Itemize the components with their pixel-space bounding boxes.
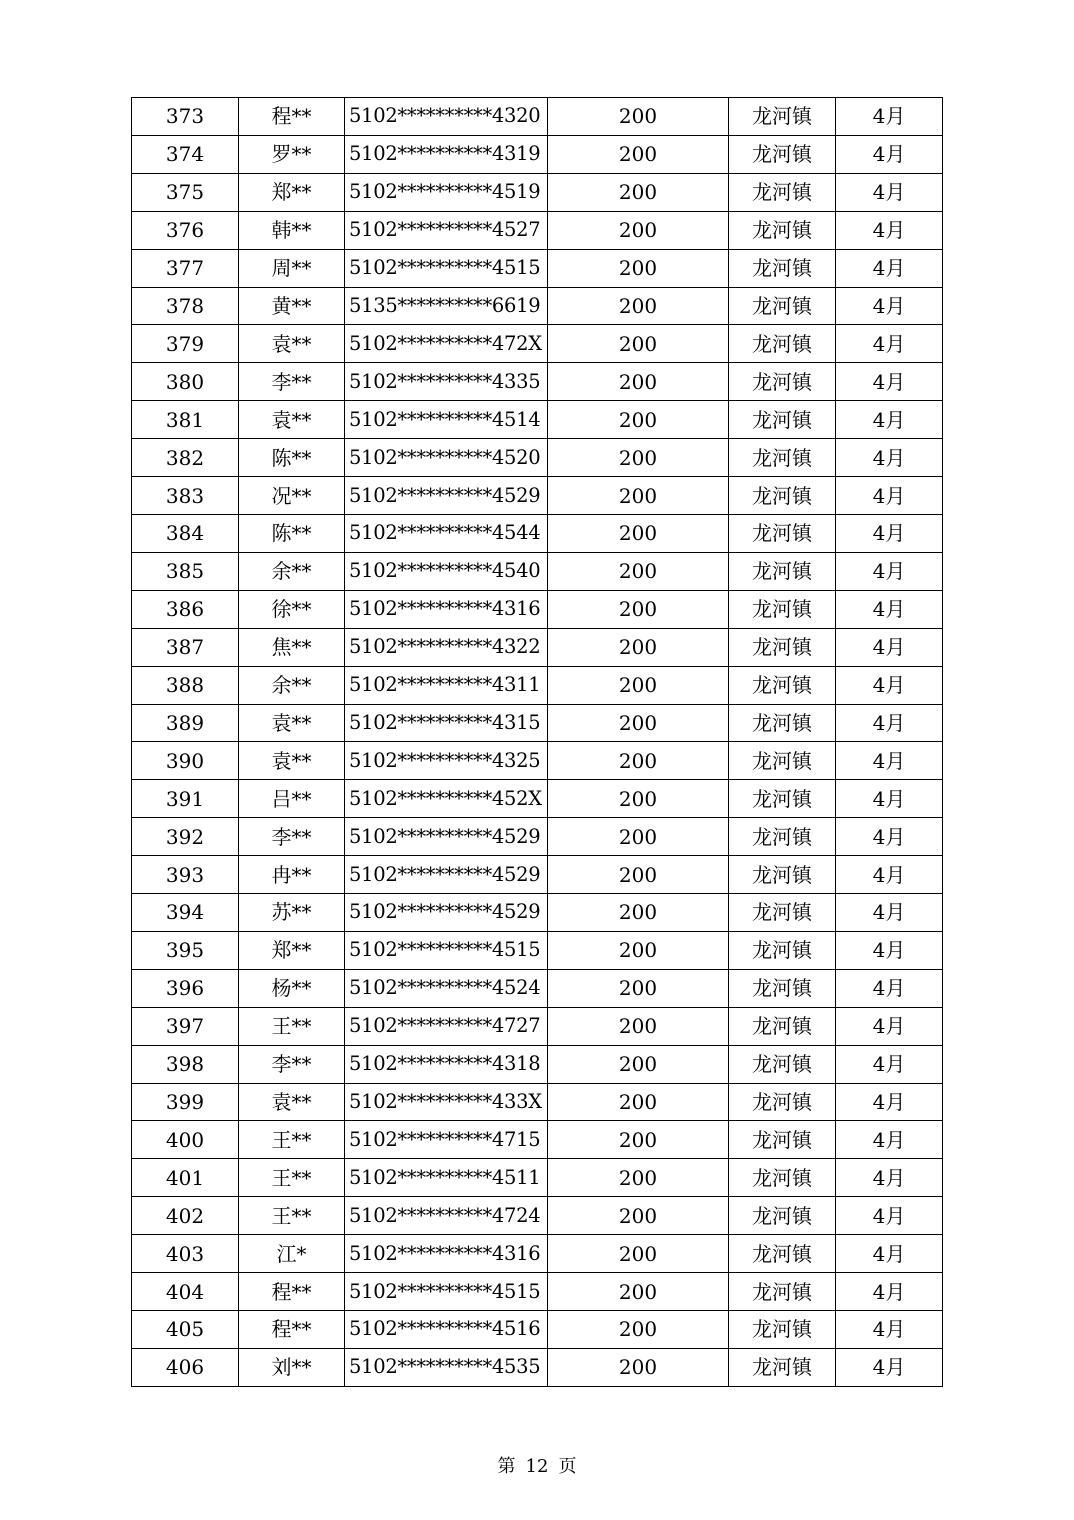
cell-month: 4月 — [836, 1007, 943, 1045]
cell-month: 4月 — [836, 666, 943, 704]
cell-id-number: 5102**********4529 — [345, 894, 548, 932]
cell-name: 程** — [239, 98, 345, 136]
cell-town: 龙河镇 — [729, 628, 836, 666]
cell-town: 龙河镇 — [729, 477, 836, 515]
cell-id-number: 5102**********4540 — [345, 552, 548, 590]
cell-serial-number: 378 — [132, 287, 239, 325]
cell-town: 龙河镇 — [729, 325, 836, 363]
cell-amount: 200 — [548, 666, 729, 704]
cell-town: 龙河镇 — [729, 439, 836, 477]
cell-id-number: 5102**********4727 — [345, 1007, 548, 1045]
cell-month: 4月 — [836, 1197, 943, 1235]
cell-name: 冉** — [239, 856, 345, 894]
cell-town: 龙河镇 — [729, 969, 836, 1007]
cell-town: 龙河镇 — [729, 931, 836, 969]
cell-amount: 200 — [548, 742, 729, 780]
table-row — [132, 514, 943, 552]
cell-serial-number: 394 — [132, 894, 239, 932]
cell-town: 龙河镇 — [729, 514, 836, 552]
cell-serial-number: 406 — [132, 1348, 239, 1386]
cell-month: 4月 — [836, 628, 943, 666]
cell-serial-number: 373 — [132, 98, 239, 136]
cell-id-number: 5102**********4515 — [345, 249, 548, 287]
table-row — [132, 1045, 943, 1083]
cell-id-number: 5102**********4535 — [345, 1348, 548, 1386]
cell-month: 4月 — [836, 401, 943, 439]
cell-serial-number: 400 — [132, 1121, 239, 1159]
cell-month: 4月 — [836, 135, 943, 173]
cell-amount: 200 — [548, 325, 729, 363]
cell-month: 4月 — [836, 1121, 943, 1159]
cell-town: 龙河镇 — [729, 211, 836, 249]
table-row — [132, 1311, 943, 1349]
cell-serial-number: 388 — [132, 666, 239, 704]
cell-town: 龙河镇 — [729, 173, 836, 211]
cell-id-number: 5102**********4511 — [345, 1159, 548, 1197]
cell-name: 袁** — [239, 325, 345, 363]
table-row — [132, 173, 943, 211]
cell-name: 程** — [239, 1273, 345, 1311]
cell-amount: 200 — [548, 439, 729, 477]
table-row — [132, 1007, 943, 1045]
cell-id-number: 5102**********4544 — [345, 514, 548, 552]
cell-month: 4月 — [836, 249, 943, 287]
cell-month: 4月 — [836, 211, 943, 249]
cell-month: 4月 — [836, 514, 943, 552]
cell-amount: 200 — [548, 1348, 729, 1386]
page-number: 12 — [525, 1456, 549, 1477]
cell-id-number: 5102**********4325 — [345, 742, 548, 780]
cell-id-number: 5102**********4515 — [345, 1273, 548, 1311]
cell-serial-number: 389 — [132, 704, 239, 742]
cell-name: 王** — [239, 1159, 345, 1197]
table-row — [132, 628, 943, 666]
cell-id-number: 5135**********6619 — [345, 287, 548, 325]
cell-month: 4月 — [836, 590, 943, 628]
cell-name: 李** — [239, 363, 345, 401]
cell-name: 王** — [239, 1121, 345, 1159]
cell-id-number: 5102**********4724 — [345, 1197, 548, 1235]
table-row — [132, 401, 943, 439]
cell-town: 龙河镇 — [729, 1311, 836, 1349]
cell-id-number: 5102**********4311 — [345, 666, 548, 704]
table-row — [132, 1348, 943, 1386]
cell-town: 龙河镇 — [729, 249, 836, 287]
table-row — [132, 856, 943, 894]
cell-serial-number: 398 — [132, 1045, 239, 1083]
cell-name: 陈** — [239, 439, 345, 477]
cell-amount: 200 — [548, 287, 729, 325]
table-row — [132, 98, 943, 136]
cell-month: 4月 — [836, 780, 943, 818]
cell-month: 4月 — [836, 969, 943, 1007]
cell-serial-number: 375 — [132, 173, 239, 211]
cell-serial-number: 381 — [132, 401, 239, 439]
table-row — [132, 363, 943, 401]
table-body — [132, 98, 943, 1387]
table-row — [132, 211, 943, 249]
table-row — [132, 1235, 943, 1273]
data-table — [131, 97, 943, 1387]
cell-serial-number: 382 — [132, 439, 239, 477]
cell-name: 刘** — [239, 1348, 345, 1386]
cell-amount: 200 — [548, 552, 729, 590]
cell-amount: 200 — [548, 1197, 729, 1235]
cell-month: 4月 — [836, 704, 943, 742]
cell-town: 龙河镇 — [729, 590, 836, 628]
cell-town: 龙河镇 — [729, 1045, 836, 1083]
table-row — [132, 742, 943, 780]
table-row — [132, 135, 943, 173]
cell-id-number: 5102**********4520 — [345, 439, 548, 477]
table-row — [132, 325, 943, 363]
cell-serial-number: 395 — [132, 931, 239, 969]
cell-id-number: 5102**********4320 — [345, 98, 548, 136]
cell-id-number: 5102**********4715 — [345, 1121, 548, 1159]
cell-serial-number: 377 — [132, 249, 239, 287]
cell-amount: 200 — [548, 590, 729, 628]
cell-amount: 200 — [548, 1311, 729, 1349]
table-row — [132, 249, 943, 287]
cell-name: 王** — [239, 1197, 345, 1235]
cell-name: 李** — [239, 1045, 345, 1083]
cell-month: 4月 — [836, 552, 943, 590]
cell-name: 况** — [239, 477, 345, 515]
cell-name: 焦** — [239, 628, 345, 666]
cell-id-number: 5102**********4322 — [345, 628, 548, 666]
cell-serial-number: 379 — [132, 325, 239, 363]
cell-town: 龙河镇 — [729, 401, 836, 439]
cell-amount: 200 — [548, 98, 729, 136]
cell-town: 龙河镇 — [729, 287, 836, 325]
cell-amount: 200 — [548, 401, 729, 439]
cell-amount: 200 — [548, 173, 729, 211]
cell-amount: 200 — [548, 856, 729, 894]
cell-name: 李** — [239, 818, 345, 856]
cell-id-number: 5102**********4515 — [345, 931, 548, 969]
cell-town: 龙河镇 — [729, 1083, 836, 1121]
cell-serial-number: 374 — [132, 135, 239, 173]
cell-serial-number: 385 — [132, 552, 239, 590]
cell-town: 龙河镇 — [729, 1007, 836, 1045]
cell-town: 龙河镇 — [729, 98, 836, 136]
cell-name: 韩** — [239, 211, 345, 249]
cell-town: 龙河镇 — [729, 894, 836, 932]
cell-id-number: 5102**********4529 — [345, 818, 548, 856]
cell-name: 杨** — [239, 969, 345, 1007]
cell-town: 龙河镇 — [729, 780, 836, 818]
cell-id-number: 5102**********4319 — [345, 135, 548, 173]
cell-serial-number: 386 — [132, 590, 239, 628]
cell-name: 袁** — [239, 742, 345, 780]
cell-amount: 200 — [548, 780, 729, 818]
cell-month: 4月 — [836, 818, 943, 856]
cell-town: 龙河镇 — [729, 1121, 836, 1159]
cell-town: 龙河镇 — [729, 1197, 836, 1235]
table-row — [132, 704, 943, 742]
cell-month: 4月 — [836, 439, 943, 477]
cell-amount: 200 — [548, 514, 729, 552]
cell-month: 4月 — [836, 1348, 943, 1386]
cell-month: 4月 — [836, 1235, 943, 1273]
cell-id-number: 5102**********4529 — [345, 477, 548, 515]
page-suffix: 页 — [558, 1456, 577, 1477]
cell-name: 袁** — [239, 401, 345, 439]
cell-amount: 200 — [548, 211, 729, 249]
table-row — [132, 1121, 943, 1159]
cell-amount: 200 — [548, 1045, 729, 1083]
cell-month: 4月 — [836, 325, 943, 363]
cell-name: 王** — [239, 1007, 345, 1045]
cell-amount: 200 — [548, 1083, 729, 1121]
table-row — [132, 969, 943, 1007]
cell-id-number: 5102**********4524 — [345, 969, 548, 1007]
cell-id-number: 5102**********4316 — [345, 1235, 548, 1273]
cell-serial-number: 376 — [132, 211, 239, 249]
cell-month: 4月 — [836, 1273, 943, 1311]
cell-month: 4月 — [836, 1045, 943, 1083]
cell-name: 徐** — [239, 590, 345, 628]
cell-id-number: 5102**********4316 — [345, 590, 548, 628]
cell-month: 4月 — [836, 1311, 943, 1349]
cell-town: 龙河镇 — [729, 1348, 836, 1386]
cell-id-number: 5102**********472X — [345, 325, 548, 363]
cell-serial-number: 383 — [132, 477, 239, 515]
cell-name: 陈** — [239, 514, 345, 552]
cell-town: 龙河镇 — [729, 856, 836, 894]
cell-month: 4月 — [836, 287, 943, 325]
table-row — [132, 1197, 943, 1235]
cell-serial-number: 392 — [132, 818, 239, 856]
cell-id-number: 5102**********4315 — [345, 704, 548, 742]
table-row — [132, 552, 943, 590]
cell-name: 郑** — [239, 173, 345, 211]
cell-town: 龙河镇 — [729, 135, 836, 173]
cell-serial-number: 384 — [132, 514, 239, 552]
cell-name: 袁** — [239, 704, 345, 742]
cell-month: 4月 — [836, 894, 943, 932]
cell-serial-number: 404 — [132, 1273, 239, 1311]
cell-town: 龙河镇 — [729, 666, 836, 704]
cell-id-number: 5102**********4514 — [345, 401, 548, 439]
cell-amount: 200 — [548, 1121, 729, 1159]
cell-town: 龙河镇 — [729, 704, 836, 742]
cell-amount: 200 — [548, 704, 729, 742]
cell-month: 4月 — [836, 1159, 943, 1197]
cell-name: 苏** — [239, 894, 345, 932]
table-row — [132, 439, 943, 477]
cell-amount: 200 — [548, 363, 729, 401]
cell-id-number: 5102**********4318 — [345, 1045, 548, 1083]
page-footer — [0, 1456, 1074, 1478]
cell-amount: 200 — [548, 628, 729, 666]
cell-town: 龙河镇 — [729, 1235, 836, 1273]
cell-amount: 200 — [548, 249, 729, 287]
cell-serial-number: 391 — [132, 780, 239, 818]
cell-name: 余** — [239, 552, 345, 590]
table-row — [132, 894, 943, 932]
cell-town: 龙河镇 — [729, 1273, 836, 1311]
cell-name: 郑** — [239, 931, 345, 969]
table-row — [132, 931, 943, 969]
cell-id-number: 5102**********433X — [345, 1083, 548, 1121]
table-row — [132, 1083, 943, 1121]
cell-town: 龙河镇 — [729, 552, 836, 590]
cell-town: 龙河镇 — [729, 1159, 836, 1197]
cell-serial-number: 393 — [132, 856, 239, 894]
cell-month: 4月 — [836, 931, 943, 969]
cell-name: 余** — [239, 666, 345, 704]
cell-amount: 200 — [548, 1007, 729, 1045]
cell-serial-number: 401 — [132, 1159, 239, 1197]
cell-name: 袁** — [239, 1083, 345, 1121]
cell-serial-number: 403 — [132, 1235, 239, 1273]
cell-amount: 200 — [548, 1273, 729, 1311]
cell-name: 吕** — [239, 780, 345, 818]
cell-amount: 200 — [548, 894, 729, 932]
cell-id-number: 5102**********4516 — [345, 1311, 548, 1349]
cell-amount: 200 — [548, 1159, 729, 1197]
cell-month: 4月 — [836, 1083, 943, 1121]
cell-serial-number: 405 — [132, 1311, 239, 1349]
cell-amount: 200 — [548, 969, 729, 1007]
cell-amount: 200 — [548, 477, 729, 515]
cell-month: 4月 — [836, 98, 943, 136]
cell-town: 龙河镇 — [729, 363, 836, 401]
cell-month: 4月 — [836, 173, 943, 211]
table-row — [132, 1273, 943, 1311]
table-row — [132, 780, 943, 818]
cell-amount: 200 — [548, 931, 729, 969]
table-row — [132, 1159, 943, 1197]
cell-name: 程** — [239, 1311, 345, 1349]
cell-serial-number: 397 — [132, 1007, 239, 1045]
cell-id-number: 5102**********4529 — [345, 856, 548, 894]
cell-serial-number: 402 — [132, 1197, 239, 1235]
cell-town: 龙河镇 — [729, 742, 836, 780]
cell-id-number: 5102**********452X — [345, 780, 548, 818]
cell-id-number: 5102**********4335 — [345, 363, 548, 401]
cell-month: 4月 — [836, 856, 943, 894]
cell-name: 江* — [239, 1235, 345, 1273]
table-row — [132, 666, 943, 704]
cell-name: 黄** — [239, 287, 345, 325]
cell-name: 周** — [239, 249, 345, 287]
table-row — [132, 818, 943, 856]
cell-amount: 200 — [548, 818, 729, 856]
cell-serial-number: 390 — [132, 742, 239, 780]
cell-month: 4月 — [836, 363, 943, 401]
table-row — [132, 477, 943, 515]
cell-serial-number: 399 — [132, 1083, 239, 1121]
cell-amount: 200 — [548, 1235, 729, 1273]
table-row — [132, 590, 943, 628]
cell-name: 罗** — [239, 135, 345, 173]
cell-month: 4月 — [836, 742, 943, 780]
cell-id-number: 5102**********4519 — [345, 173, 548, 211]
cell-serial-number: 380 — [132, 363, 239, 401]
cell-month: 4月 — [836, 477, 943, 515]
cell-id-number: 5102**********4527 — [345, 211, 548, 249]
cell-amount: 200 — [548, 135, 729, 173]
cell-town: 龙河镇 — [729, 818, 836, 856]
cell-serial-number: 387 — [132, 628, 239, 666]
page-prefix: 第 — [497, 1456, 516, 1477]
cell-serial-number: 396 — [132, 969, 239, 1007]
table-row — [132, 287, 943, 325]
